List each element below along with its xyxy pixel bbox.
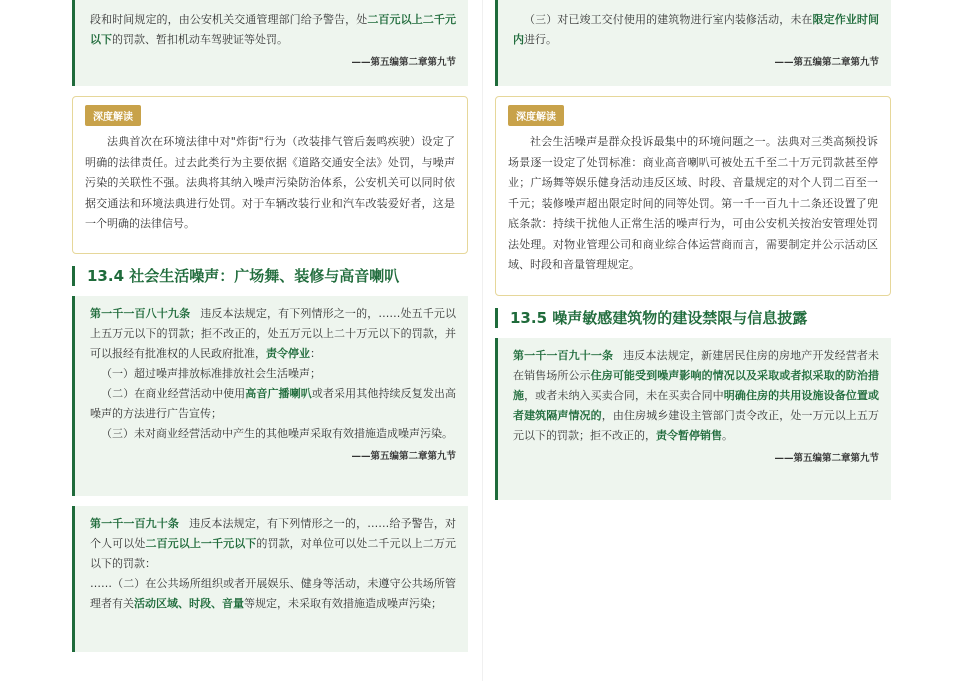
right-column [495,0,891,510]
source-citation: ——第五编第二章第九节 [774,453,879,464]
article-number: 第一千一百八十九条 [90,307,191,320]
article-item: （三）未对商业经营活动中产生的其他噪声采取有效措施造成噪声污染。 [101,427,453,440]
law-article-1191 [495,338,891,500]
source-citation: ——第五编第二章第九节 [351,451,456,462]
source-citation: ——第五编第二章第九节 [351,57,456,68]
law-excerpt-box [72,0,468,86]
article-text: 第一千一百九十条 违反本法规定，有下列情形之一的，……给予警告，对个人可以处二百元以上一千元以下的罚款，对单位可以处二千元以上二万元以下的罚款： [90,517,457,570]
column-divider [482,0,483,681]
article-text: 第一千一百九十一条 违反本法规定，新建居民住房的房地产开发经营者未在销售场所公示住房可能受到噪声影响的情况以及采取或者拟采取的防治措施，或者未纳入买卖合同，未在买卖合同中明确住房的共用设施设备位置或者建筑隔声情况的，由住房城乡建设主管部门责令改正，处一万元以上五万元以下的罚款；拒不改正的，责令暂停销售。 [513,349,880,442]
article-number: 第一千一百九十一条 [513,349,614,362]
article-item: ……（二）在公共场所组织或者开展娱乐、健身等活动，未遵守公共场所管理者有关活动区域、时段、音量等规定，未采取有效措施造成噪声污染； [90,577,456,610]
source-citation: ——第五编第二章第九节 [774,57,879,68]
law-article-1190 [72,506,468,652]
law-text: （三）对已竣工交付使用的建筑物进行室内装修活动，未在限定作业时间内进行。 [513,13,879,46]
article-number: 第一千一百九十条 [90,517,180,530]
article-item: （二）在商业经营活动中使用高音广播喇叭或者采用其他持续反复发出高噪声的方法进行广告宣传； [90,387,457,420]
deep-analysis-text: 社会生活噪声是群众投诉最集中的环境问题之一。法典对三类高频投诉场景逐一设定了处罚标准：商业高音喇叭可被处五千至二十万元罚款甚至停业；广场舞等娱乐健身活动违反区域、时段、音量规定的对个人罚二百至一千元；装修噪声超出限定时间的同等处罚。第一千一百九十二条还设置了兜底条款：持续干扰他人正常生活的噪声行为，可由公安机关按治安管理处罚法处理。对物业管理公司和商业综合体运营商而言，需要制定并公示活动区域、时段和音量管理规定。 [508,135,878,271]
deep-analysis-tag: 深度解读 [508,105,564,126]
law-excerpt-box [495,0,891,86]
section-title: 13.4 社会生活噪声：广场舞、装修与高音喇叭 [72,266,468,286]
deep-analysis-text: 法典首次在环境法律中对"炸街"行为（改装排气管后轰鸣疾驶）设定了明确的法律责任。过去此类行为主要依据《道路交通安全法》处罚，与噪声污染的关联性不强。法典将其纳入噪声污染防治体系，公安机关可以同时依据交通法和环境法典进行处罚。对于车辆改装行业和汽车改装爱好者，这是一个明确的法律信号。 [85,135,455,230]
law-article-1189 [72,296,468,496]
deep-analysis-box [495,96,891,296]
law-text: 段和时间规定的，由公安机关交通管理部门给予警告，处二百元以上二千元以下的罚款、暂扣机动车驾驶证等处罚。 [90,13,456,46]
section-title: 13.5 噪声敏感建筑物的建设禁限与信息披露 [495,308,891,328]
article-item: （一）超过噪声排放标准排放社会生活噪声； [101,367,321,380]
deep-analysis-tag: 深度解读 [85,105,141,126]
deep-analysis-box [72,96,468,254]
left-column [72,0,468,662]
article-text: 第一千一百八十九条 违反本法规定，有下列情形之一的，……处五千元以上五万元以下的罚款；拒不改正的，处五万元以上二十万元以下的罚款，并可以报经有批准权的人民政府批准，责令停业： [90,307,457,360]
